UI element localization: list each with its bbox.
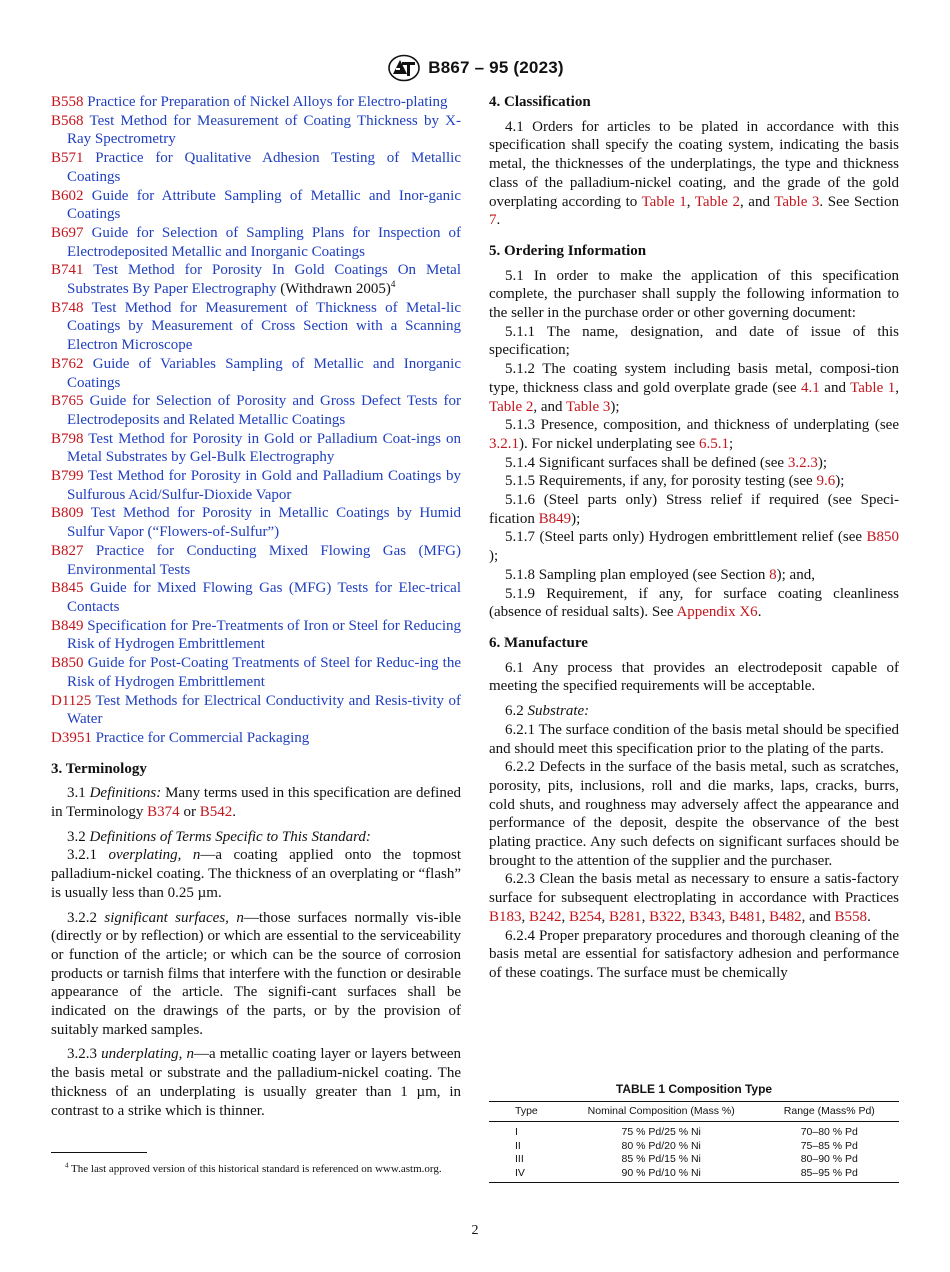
reference-item [51, 224, 461, 261]
xref-b374[interactable]: B374 [147, 804, 180, 821]
right-column [489, 93, 899, 983]
reference-code-link[interactable]: B568 [51, 112, 84, 129]
reference-title-link[interactable]: Test Method for Measurement of Thickness of Metal-lic Coatings by Measurement of Cross Section with a Scanning Electron Microscope [67, 299, 461, 354]
para-6-2: 6.2 Substrate: [505, 703, 590, 720]
para-6-2-3: 6.2.3 Clean the basis metal as necessary to ensure a satis-factory surface for subsequent electroplating in accordance with Practices B183, B242, B254, B281, B322, B343, B481, B482, and B558. [489, 871, 899, 925]
xref-practice[interactable]: B343 [689, 908, 722, 925]
reference-code-link[interactable]: B762 [51, 355, 84, 372]
footnote-4: $^4$ The last approved version of this historical standard is referenced on www.astm.org. [65, 1161, 442, 1175]
reference-item [51, 112, 461, 149]
cell-range: 75–85 % Pd [800, 1139, 858, 1152]
xref-3-2-3[interactable]: 3.2.3 [787, 454, 818, 471]
reference-code-link[interactable]: B558 [51, 94, 84, 110]
para-5-1-6: 5.1.6 (Steel parts only) Stress relief if required (see Speci-fication B849); [489, 492, 899, 527]
reference-item [51, 299, 461, 355]
cell-nominal: 80 % Pd/20 % Ni [621, 1139, 701, 1152]
para-3-2: 3.2 Definitions of Terms Specific to This Standard: [67, 828, 371, 845]
reference-title-link[interactable]: Practice for Conducting Mixed Flowing Gas (MFG) Environmental Tests [67, 542, 462, 578]
reference-title-link[interactable]: Test Method for Porosity in Metallic Coatings by Humid Sulfur Vapor (“Flowers-of-Sulfur”) [67, 505, 462, 541]
para-6-2-4: 6.2.4 Proper preparatory procedures and thorough cleaning of the basis metal are essential for satisfactory adhesion and performance of these coatings. The surface must be chemically [489, 927, 899, 981]
para-5-1-1: 5.1.1 The name, designation, and date of issue of this specification; [489, 323, 899, 359]
reference-item [51, 579, 461, 616]
xref-appendix-x6[interactable]: Appendix X6 [676, 604, 758, 621]
section-6-heading: 6. Manufacture [489, 634, 588, 651]
para-5-1-5: 5.1.5 Requirements, if any, for porosity testing (see 9.6); [505, 473, 845, 490]
reference-code-link[interactable]: B827 [51, 542, 84, 559]
para-5-1-8: 5.1.8 Sampling plan employed (see Section 8); and, [505, 566, 815, 583]
cell-nominal: 85 % Pd/15 % Ni [621, 1153, 701, 1165]
xref-4-1[interactable]: 4.1 [801, 379, 820, 396]
footnote-marker: 4 [390, 279, 396, 290]
reference-item [51, 187, 461, 224]
xref-table-2[interactable]: Table 2 [489, 398, 534, 415]
section-3-heading: 3. Terminology [51, 760, 147, 777]
reference-title-link[interactable]: Practice for Preparation of Nickel Alloys for Electro-plating [87, 94, 448, 110]
reference-code-link[interactable]: B765 [51, 393, 84, 410]
col-header-range: Range (Mass% Pd) [760, 1102, 899, 1122]
cell-type: II [515, 1139, 521, 1152]
reference-title-link[interactable]: Test Methods for Electrical Conductivity and Resis-tivity of Water [67, 692, 461, 728]
reference-item [51, 504, 461, 541]
xref-table-3[interactable]: Table 3 [774, 193, 820, 210]
para-6-2-1: 6.2.1 The surface condition of the basis metal should be specified and should meet this specification prior to the plating of the parts. [489, 721, 899, 757]
reference-code-link[interactable]: D3951 [51, 729, 92, 746]
reference-title-link[interactable]: Guide for Post-Coating Treatments of Steel for Reduc-ing the Risk of Hydrogen Embrittlement [67, 655, 461, 690]
page-number: 2 [471, 1223, 479, 1238]
reference-title-link[interactable]: Specification for Pre-Treatments of Iron or Steel for Reducing Risk of Hydrogen Embrittlement [67, 617, 462, 653]
reference-code-link[interactable]: B845 [51, 580, 84, 597]
para-5-1-9: 5.1.9 Requirement, if any, for surface coating cleanliness (absence of residual salts). See Appendix X6. [489, 585, 899, 621]
table-1-title: TABLE 1 Composition Type [615, 1082, 773, 1096]
cell-type: I [515, 1126, 518, 1138]
xref-6-5-1[interactable]: 6.5.1 [698, 435, 729, 452]
reference-item [51, 93, 461, 112]
left-column [51, 93, 461, 1120]
document-designation: B867 – 95 (2023) [428, 57, 564, 77]
reference-item [51, 355, 461, 392]
section-4-heading: 4. Classification [489, 94, 591, 110]
para-4-1: 4.1 Orders for articles to be plated in accordance with this specification shall specify the coating system, indicating the basis metal, the thicknesses of the underplatings, the type and thickness class of the palladium-nickel coating, and the grade of the gold overplating according to Table 1, Table 2, and Table 3. See Section 7. [489, 118, 899, 229]
xref-practice[interactable]: B242 [529, 908, 562, 925]
reference-code-link[interactable]: D1125 [51, 692, 92, 709]
xref-practice[interactable]: B482 [769, 908, 802, 925]
xref-practice[interactable]: B322 [649, 908, 682, 925]
reference-item [51, 617, 461, 654]
cell-range: 70–80 % Pd [800, 1126, 858, 1138]
referenced-documents-list [51, 93, 461, 748]
reference-title-link[interactable]: Practice for Commercial Packaging [95, 729, 310, 746]
xref-3-2-1[interactable]: 3.2.1 [489, 435, 519, 452]
reference-title-link[interactable]: Guide for Mixed Flowing Gas (MFG) Tests for Elec-trical Contacts [67, 580, 461, 615]
xref-practice[interactable]: B281 [609, 908, 642, 925]
col-header-nominal: Nominal Composition (Mass %) [563, 1102, 760, 1122]
reference-code-link[interactable]: B850 [51, 655, 84, 672]
xref-section-7[interactable]: 7 [489, 212, 497, 229]
reference-title-link[interactable]: Guide for Selection of Sampling Plans for Inspection of Electrodeposited Metallic and Inorganic Coatings [67, 224, 462, 260]
reference-item [51, 261, 461, 298]
para-3-2-3: 3.2.3 underplating, n—a metallic coating layer or layers between the basis metal or substrate and the palladium-nickel coating. The thickness of an underplating is usually greater than 1 µm, in contrast to a strike which is thinner. [51, 1046, 461, 1119]
xref-section-8[interactable]: 8 [769, 566, 777, 583]
reference-item [51, 149, 461, 186]
xref-9-6[interactable]: 9.6 [816, 473, 836, 490]
col-header-type: Type [489, 1102, 563, 1122]
para-3-2-1: 3.2.1 overplating, n—a coating applied onto the topmost palladium-nickel coating. The thickness of an overplating or “flash” is usually less than 0.25 µm. [51, 847, 462, 901]
para-5-1-2: 5.1.2 The coating system including basis metal, composi-tion type, thickness class and gold overplate grade (see 4.1 and Table 1, Table 2, and Table 3); [489, 361, 899, 415]
section-5-heading: 5. Ordering Information [489, 242, 647, 259]
reference-note: (Withdrawn 2005) [276, 281, 391, 298]
reference-code-link[interactable]: B809 [51, 505, 84, 522]
reference-item [51, 692, 461, 729]
table-row [489, 1122, 899, 1140]
reference-code-link[interactable]: B602 [51, 187, 84, 204]
table-1 [489, 1081, 899, 1183]
xref-practice[interactable]: B183 [489, 908, 522, 925]
table-header-row [489, 1102, 899, 1122]
reference-title-link[interactable]: Test Method for Porosity In Gold Coatings On Metal Substrates By Paper Electrography [67, 262, 462, 298]
reference-item [51, 654, 461, 691]
astm-logo-icon [386, 54, 422, 82]
reference-item [51, 542, 461, 579]
xref-b850[interactable]: B850 [866, 529, 899, 546]
para-5-1: 5.1 In order to make the application of this specification complete, the purchaser shall supply the following information to the seller in the purchase order or other governing document: [489, 267, 899, 322]
reference-code-link[interactable]: B571 [51, 150, 84, 167]
cell-range: 85–95 % Pd [760, 1167, 899, 1183]
reference-code-link[interactable]: B748 [51, 299, 84, 316]
footnote-divider [51, 1152, 147, 1153]
para-6-2-2: 6.2.2 Defects in the surface of the basis metal, such as scratches, porosity, pits, inclusions, roll and die marks, laps, cracks, burrs, cold shuts, and roughness may adversely affect the appearance and performance of the deposit, despite the observance of the best plating practice. Any such defects on significant surfaces should be brought to the attention of the supplier and the purchaser. [489, 759, 899, 869]
reference-title-link[interactable]: Guide for Selection of Porosity and Gross Defect Tests for Electrodeposits and Related Metallic Coatings [67, 393, 462, 428]
para-5-1-7: 5.1.7 (Steel parts only) Hydrogen embrittlement relief (see B850 ); [489, 529, 899, 565]
xref-practice[interactable]: B254 [569, 908, 602, 925]
cell-nominal: 75 % Pd/25 % Ni [621, 1126, 701, 1138]
reference-item [51, 392, 461, 429]
table-row [489, 1153, 899, 1167]
table-row [489, 1140, 899, 1154]
cell-type: IV [489, 1167, 563, 1183]
para-5-1-3: 5.1.3 Presence, composition, and thickness of underplating (see 3.2.1). For nickel underplating see 6.5.1; [489, 417, 899, 452]
reference-title-link[interactable]: Test Method for Porosity in Gold or Palladium Coat-ings on Metal Substrates by Gel-Bulk Electrography [67, 430, 461, 466]
cell-type: III [515, 1153, 524, 1165]
reference-title-link[interactable]: Guide for Attribute Sampling of Metallic and Inor-ganic Coatings [67, 187, 462, 223]
xref-practice[interactable]: B558 [834, 908, 868, 925]
composition-type-table [489, 1101, 899, 1183]
reference-code-link[interactable]: B697 [51, 224, 84, 241]
reference-title-link[interactable]: Test Method for Measurement of Coating Thickness by X-Ray Spectrometry [67, 112, 462, 148]
xref-b542[interactable]: B542 [199, 804, 233, 821]
reference-code-link[interactable]: B798 [51, 430, 84, 447]
para-6-1: 6.1 Any process that provides an electrodeposit capable of meeting the specified requirements will be acceptable. [489, 659, 899, 695]
cell-nominal: 90 % Pd/10 % Ni [563, 1167, 760, 1183]
xref-practice[interactable]: B481 [729, 908, 762, 925]
reference-code-link[interactable]: B741 [51, 262, 84, 279]
reference-code-link[interactable]: B799 [51, 468, 84, 485]
xref-table-3[interactable]: Table 3 [566, 398, 611, 415]
reference-item [51, 467, 461, 504]
xref-table-2[interactable]: Table 2 [694, 193, 740, 210]
page-header [0, 54, 950, 82]
reference-title-link[interactable]: Guide of Variables Sampling of Metallic and Inorganic Coatings [67, 355, 462, 391]
cell-range: 80–90 % Pd [800, 1153, 858, 1165]
xref-table-1[interactable]: Table 1 [641, 193, 687, 210]
para-3-2-2: 3.2.2 significant surfaces, n—those surfaces normally vis-ible (directly or by reflection) or which are essential to the serviceability or function of the article; or which can be the source of corrosion products or tarnish films that interfere with the function or desirable appearance of the article. The signifi-cant surfaces shall be indicated on the drawings of the parts, or by the provision of suitably marked samples. [51, 909, 462, 1038]
xref-b849[interactable]: B849 [538, 510, 572, 527]
table-row [489, 1167, 899, 1183]
reference-item [51, 729, 461, 748]
xref-table-1[interactable]: Table 1 [850, 379, 896, 396]
reference-item [51, 430, 461, 467]
reference-title-link[interactable]: Practice for Qualitative Adhesion Testing of Metallic Coatings [67, 150, 461, 185]
para-5-1-4: 5.1.4 Significant surfaces shall be defined (see 3.2.3); [505, 454, 827, 471]
reference-title-link[interactable]: Test Method for Porosity in Gold and Palladium Coatings by Sulfurous Acid/Sulfur-Dioxide Vapor [67, 468, 462, 503]
para-3-1: 3.1 Definitions: Many terms used in this specification are defined in Terminology B374 or B542. [51, 785, 462, 821]
reference-code-link[interactable]: B849 [51, 617, 84, 634]
